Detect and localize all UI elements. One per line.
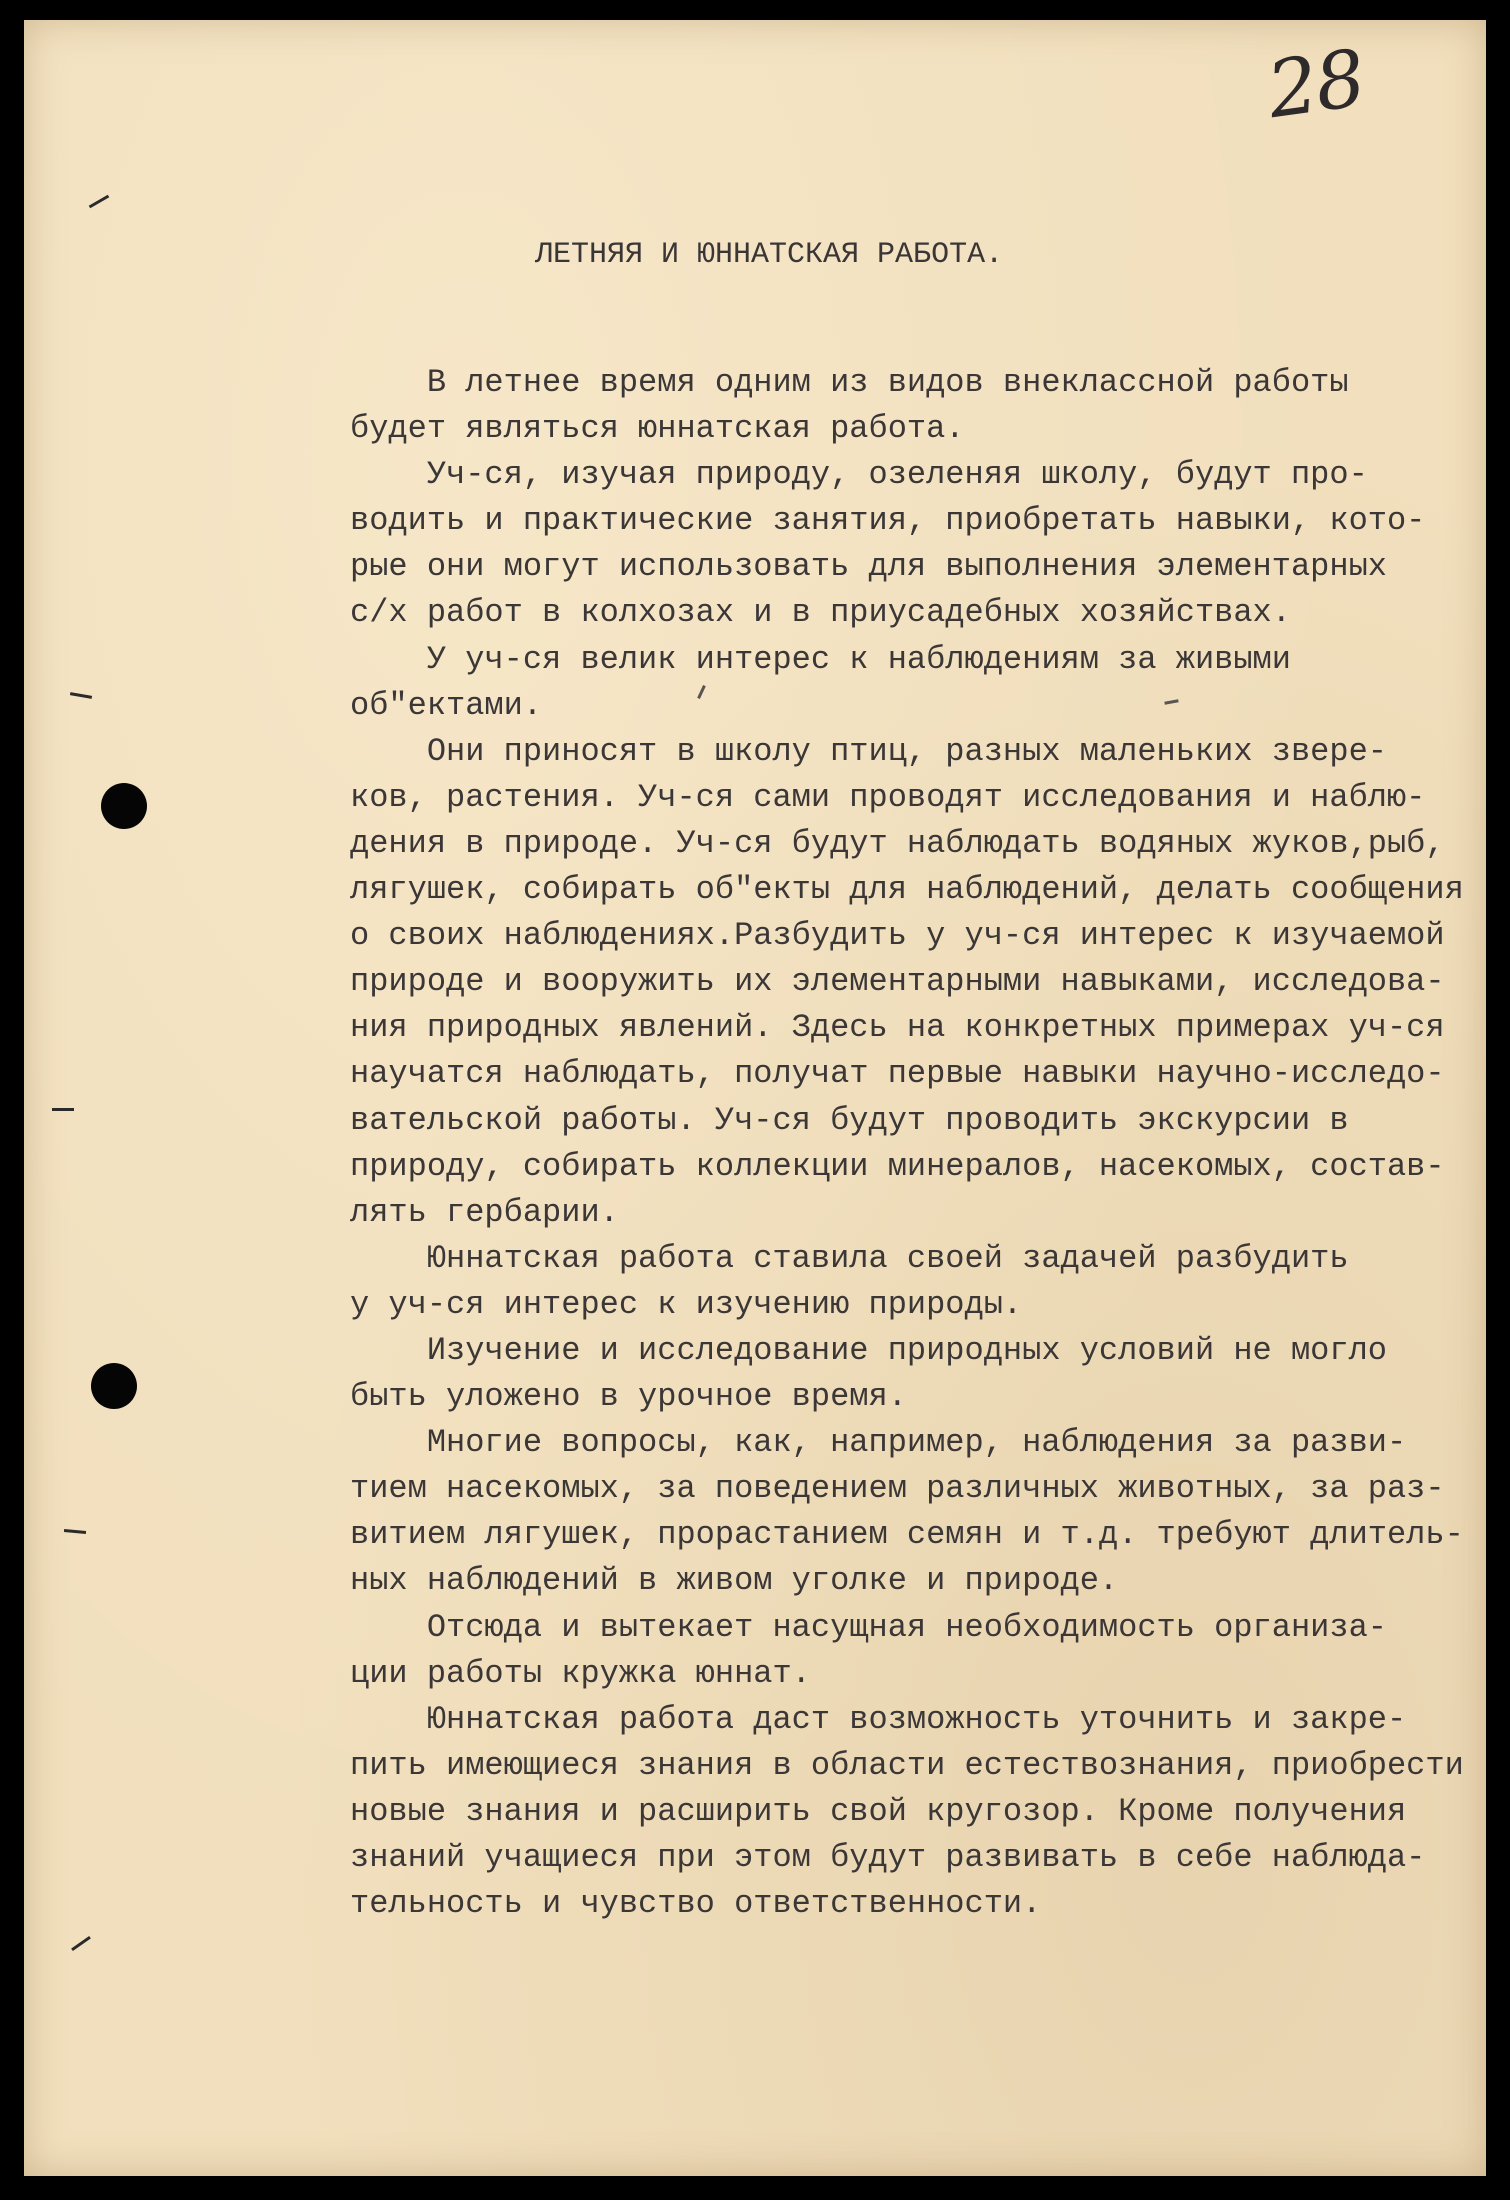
text-line: Юннатская работа ставила своей задачей разбудить [350,1239,1349,1277]
text-line: тельность и чувство ответственности. [350,1885,1042,1923]
binder-hole-bottom [91,1363,137,1409]
text-line: У уч-ся велик интерес к наблюдениям за живыми [350,640,1291,678]
text-line: дения в природе. Уч-ся будут наблюдать водяных жуков,рыб, [350,824,1445,862]
handwritten-page-number: 28 [1262,33,1370,137]
text-line: Изучение и исследование природных условий не могло [350,1331,1387,1369]
text-line: водить и практические занятия, приобретать навыки, кото- [350,502,1426,540]
text-line: пить имеющиеся знания в области естествознания, приобрести [350,1746,1464,1784]
text-line: ния природных явлений. Здесь на конкретных примерах уч-ся [350,1009,1445,1047]
text-line: рые они могут использовать для выполнения элементарных [350,548,1387,586]
text-line: природе и вооружить их элементарными навыками, исследова- [350,963,1445,1001]
text-line: у уч-ся интерес к изучению природы. [350,1285,1023,1323]
text-line: Уч-ся, изучая природу, озеленяя школу, будут про- [350,456,1368,494]
text-line: ков, растения. Уч-ся сами проводят исследования и наблю- [350,778,1426,816]
text-line: научатся наблюдать, получат первые навыки научно-исследо- [350,1055,1445,1093]
text-line: об"ектами. [350,686,543,724]
text-line: быть уложено в урочное время. [350,1378,907,1416]
text-line: Многие вопросы, как, например, наблюдения за разви- [350,1424,1407,1462]
text-line: Они приносят в школу птиц, разных маленьких звере- [350,732,1387,770]
text-line: о своих наблюдениях.Разбудить у уч-ся интерес к изучаемой [350,917,1445,955]
text-line: с/х работ в колхозах и в приусадебных хозяйствах. [350,594,1291,632]
text-line: Юннатская работа даст возможность уточнить и закре- [350,1700,1407,1738]
text-line: знаний учащиеся при этом будут развивать в себе наблюда- [350,1839,1426,1876]
text-line: лягушек, собирать об"екты для наблюдений, делать сообщения [350,871,1464,909]
text-line: В летнее время одним из видов внеклассной работы [350,364,1349,401]
margin-mark [52,1108,74,1111]
text-line: тием насекомых, за поведением различных животных, за раз- [350,1470,1445,1508]
text-line: витием лягушек, прорастанием семян и т.д. требуют длитель- [350,1516,1464,1554]
text-line: будет являться юннатская работа. [350,410,965,448]
text-line: Отсюда и вытекает насущная необходимость организа- [350,1608,1387,1646]
text-line: природу, собирать коллекции минералов, насекомых, состав- [350,1147,1445,1185]
document-body [350,360,1464,1927]
text-line: ции работы кружка юннат. [350,1654,811,1692]
text-line: ных наблюдений в живом уголке и природе. [350,1562,1119,1600]
binder-hole-top [101,783,147,829]
text-line: новые знания и расширить свой кругозор. Кроме получения [350,1792,1407,1830]
text-line: вательской работы. Уч-ся будут проводить экскурсии в [350,1101,1349,1139]
document-title: ЛЕТНЯЯ И ЮННАТСКАЯ РАБОТА. [535,238,1004,272]
text-line: лять гербарии. [350,1193,619,1231]
